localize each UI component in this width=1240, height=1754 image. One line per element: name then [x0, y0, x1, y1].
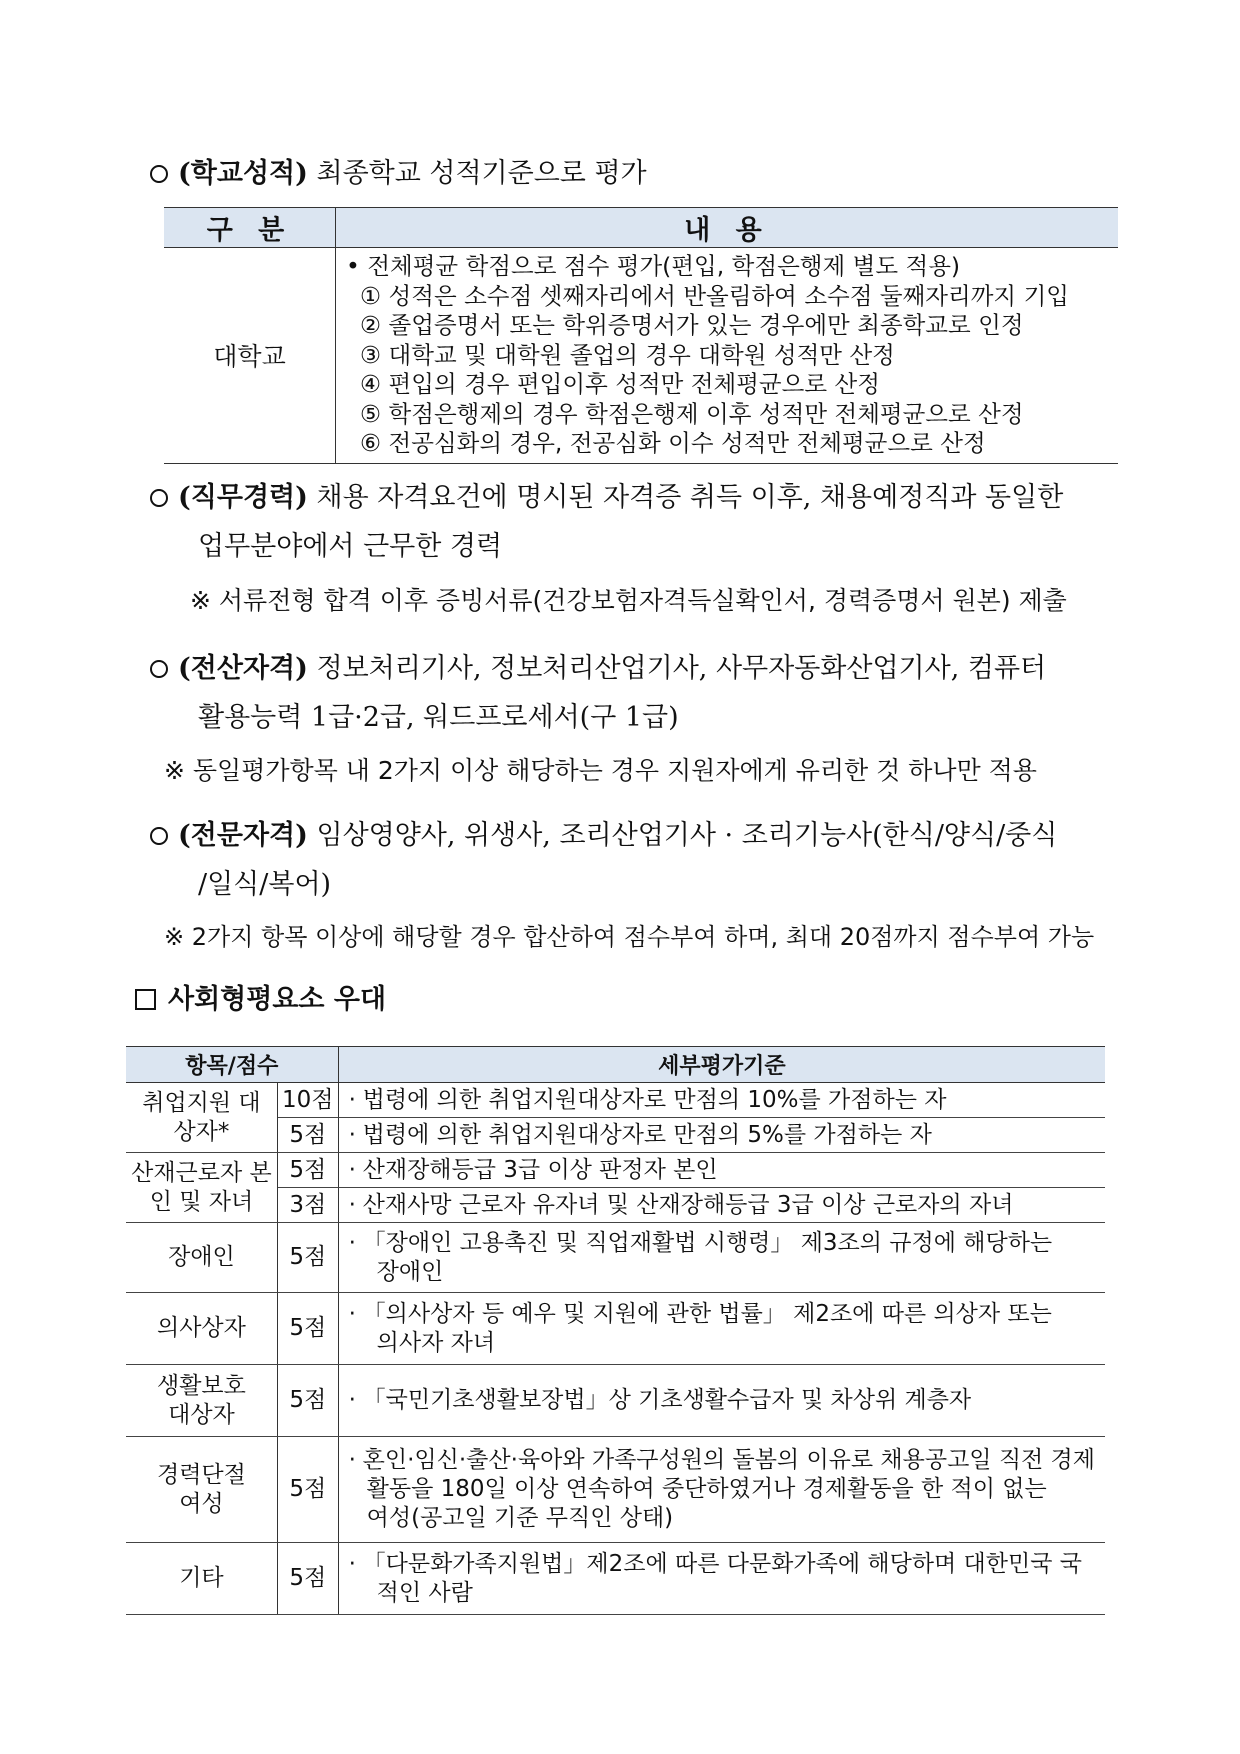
circle-bullet-icon [150, 489, 168, 507]
criteria-line: ② 졸업증명서 또는 학위증명서가 있는 경우에만 최종학교로 인정 [360, 311, 1024, 339]
criteria-line: ④ 편입의 경우 편입이후 성적만 전체평균으로 산정 [360, 370, 880, 398]
score-cell: 5점 [277, 1365, 338, 1437]
criteria-cell: · 혼인·임신·출산·육아와 가족구성원의 돌봄의 이유로 채용공고일 직전 경제 활동을 180일 이상 연속하여 중단하였거나 경제활동을 한 적이 없는 여성(공고일 기준 무직인 상태) [338, 1437, 1105, 1543]
category-university: 대학교 [164, 248, 336, 464]
score-cell: 3점 [277, 1188, 338, 1223]
heading-title: (전문자격) [178, 820, 308, 851]
heading-social-equity [135, 982, 386, 1018]
criteria-cell: · 「국민기초생활보장법」상 기초생활수급자 및 차상위 계층자 [338, 1365, 1105, 1437]
criteria-line: ① 성적은 소수점 셋째자리에서 반올림하여 소수점 둘째자리까지 기입 [360, 281, 1069, 310]
heading-title: (전산자격) [178, 653, 308, 684]
score-cell: 5점 [277, 1118, 338, 1153]
heading-title: 사회형평요소 우대 [168, 984, 387, 1015]
heading-professional-certification [150, 818, 1125, 903]
criteria-cell: · 「의사상자 등 예우 및 지원에 관한 법률」 제2조에 따른 의상자 또는 의사자 자녀 [338, 1293, 1105, 1365]
heading-continuation: 활용능력 1급·2급, 워드프로세서(구 1급) [198, 702, 679, 733]
criteria-cell: · 법령에 의한 취업지원대상자로 만점의 10%를 가점하는 자 [338, 1083, 1105, 1118]
score-cell: 5점 [277, 1437, 338, 1543]
criteria-line: ③ 대학교 및 대학원 졸업의 경우 대학원 성적만 산정 [360, 340, 895, 369]
note-pro: ※ 2가지 항목 이상에 해당할 경우 합산하여 점수부여 하며, 최대 20점까지 점수부여 가능 [164, 923, 1095, 951]
heading-job-experience [150, 480, 1125, 565]
category-cell: 장애인 [126, 1223, 277, 1293]
score-cell: 10점 [277, 1083, 338, 1118]
category-cell: 경력단절 여성 [126, 1437, 277, 1543]
category-cell: 의사상자 [126, 1293, 277, 1365]
heading-text: 채용 자격요건에 명시된 자격증 취득 이후, 채용예정직과 동일한 [316, 482, 1064, 513]
criteria-cell: · 「장애인 고용촉진 및 직업재활법 시행령」 제3조의 규정에 해당하는 장애인 [338, 1223, 1105, 1293]
criteria-line: • 전체평균 학점으로 점수 평가(편입, 학점은행제 별도 적용) [346, 252, 961, 280]
score-cell: 5점 [277, 1223, 338, 1293]
heading-title: (학교성적) [178, 158, 308, 189]
square-bullet-icon [135, 989, 156, 1010]
note-career: ※ 서류전형 합격 이후 증빙서류(건강보험자격득실확인서, 경력증명서 원본) 제출 [190, 586, 1067, 615]
category-cell: 취업지원 대상자* [126, 1083, 277, 1153]
table-header-item-score: 항목/점수 [126, 1047, 338, 1083]
category-cell: 생활보호 대상자 [126, 1365, 277, 1437]
heading-text: 임상영양사, 위생사, 조리산업기사 · 조리기능사(한식/양식/중식 [316, 820, 1058, 851]
criteria-line: ⑤ 학점은행제의 경우 학점은행제 이후 성적만 전체평균으로 산정 [360, 399, 1024, 428]
school-criteria-list [336, 248, 1119, 464]
criteria-cell: · 법령에 의한 취업지원대상자로 만점의 5%를 가점하는 자 [338, 1118, 1105, 1153]
heading-it-certification [150, 651, 1125, 736]
note-it: ※ 동일평가항목 내 2가지 이상 해당하는 경우 지원자에게 유리한 것 하나만 적용 [164, 756, 1037, 785]
circle-bullet-icon [150, 165, 168, 183]
table-header-content: 내 용 [336, 208, 1119, 248]
criteria-cell: · 「다문화가족지원법」제2조에 따른 다문화가족에 해당하며 대한민국 국 적인 사람 [338, 1543, 1105, 1615]
table-header-category: 구 분 [164, 208, 336, 248]
heading-continuation: 업무분야에서 근무한 경력 [198, 531, 503, 562]
school-grades-table [164, 207, 1118, 464]
social-equity-table [126, 1046, 1105, 1615]
table-header-criteria: 세부평가기준 [338, 1047, 1105, 1083]
heading-text: 최종학교 성적기준으로 평가 [316, 158, 647, 189]
score-cell: 5점 [277, 1293, 338, 1365]
category-cell: 산재근로자 본인 및 자녀 [126, 1153, 277, 1223]
heading-continuation: /일식/복어) [198, 869, 332, 900]
criteria-line: ⑥ 전공심화의 경우, 전공심화 이수 성적만 전체평균으로 산정 [360, 429, 986, 457]
heading-school-grades [150, 156, 647, 192]
circle-bullet-icon [150, 660, 168, 678]
criteria-cell: · 산재장해등급 3급 이상 판정자 본인 [338, 1153, 1105, 1188]
score-cell: 5점 [277, 1543, 338, 1615]
circle-bullet-icon [150, 827, 168, 845]
score-cell: 5점 [277, 1153, 338, 1188]
heading-title: (직무경력) [178, 482, 308, 513]
category-cell: 기타 [126, 1543, 277, 1615]
heading-text: 정보처리기사, 정보처리산업기사, 사무자동화산업기사, 컴퓨터 [316, 653, 1047, 684]
criteria-cell: · 산재사망 근로자 유자녀 및 산재장해등급 3급 이상 근로자의 자녀 [338, 1188, 1105, 1223]
